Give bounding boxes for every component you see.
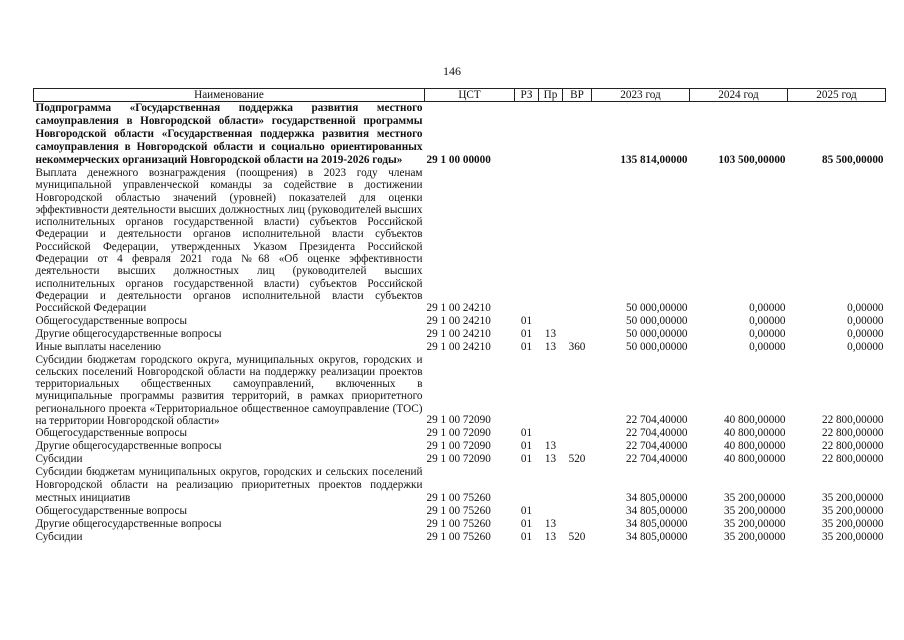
amount-2024-cell: 40 800,00000 xyxy=(723,440,786,453)
pr-cell xyxy=(539,354,563,428)
rz-cell: 01 xyxy=(520,518,533,531)
page-number: 146 xyxy=(443,64,461,78)
table-row xyxy=(34,328,886,341)
cst-cell: 29 1 00 75260 xyxy=(426,531,491,544)
cst-cell: 29 1 00 00000 xyxy=(426,154,491,166)
table-body xyxy=(34,102,886,545)
vr-cell: 520 xyxy=(568,531,586,544)
column-header-pr: Пр xyxy=(539,89,563,102)
table-row xyxy=(34,453,886,466)
vr-cell xyxy=(563,102,592,168)
rz-cell xyxy=(515,102,539,168)
row-name: Субсидии xyxy=(35,531,83,544)
cst-cell: 29 1 00 72090 xyxy=(426,414,491,427)
name-cell xyxy=(34,518,425,531)
amount-2025-cell: 35 200,00000 xyxy=(821,505,884,518)
amount-2024-cell: 40 800,00000 xyxy=(723,427,786,440)
amount-2024-cell: 40 800,00000 xyxy=(723,414,786,427)
pr-cell xyxy=(539,466,563,505)
name-cell xyxy=(34,328,425,341)
table-row xyxy=(34,167,886,315)
row-name: Общегосударственные вопросы xyxy=(35,314,188,327)
cst-cell: 29 1 00 72090 xyxy=(426,427,491,440)
rz-cell: 01 xyxy=(520,327,533,340)
name-cell xyxy=(34,453,425,466)
column-header-vr: ВР xyxy=(563,89,592,102)
pr-cell xyxy=(539,167,563,315)
name-cell xyxy=(34,427,425,440)
vr-cell xyxy=(563,505,592,518)
vr-cell: 520 xyxy=(568,453,586,466)
amount-2024-cell: 0,00000 xyxy=(749,314,786,327)
column-header-2025: 2025 год xyxy=(788,89,886,102)
pr-cell: 13 xyxy=(544,518,557,531)
pr-cell: 13 xyxy=(544,440,557,453)
amount-2025-cell: 22 800,00000 xyxy=(821,440,884,453)
table-header-row xyxy=(34,89,886,102)
amount-2025-cell: 22 800,00000 xyxy=(821,453,884,466)
row-name: Субсидии бюджетам муниципальных округов, городских и сельских поселений Новгородской области на реализацию приоритетных проектов поддержки местных инициатив xyxy=(35,466,423,505)
pr-cell: 13 xyxy=(544,531,557,544)
amount-2023-cell: 50 000,00000 xyxy=(625,327,688,340)
table-row xyxy=(34,505,886,518)
table-row xyxy=(34,518,886,531)
vr-cell xyxy=(563,518,592,531)
table-row xyxy=(34,102,886,168)
vr-cell xyxy=(563,440,592,453)
amount-2023-cell: 34 805,00000 xyxy=(625,492,688,505)
column-header-cst: ЦСТ xyxy=(425,89,515,102)
vr-cell xyxy=(563,427,592,440)
column-header-name: Наименование xyxy=(34,89,425,102)
vr-cell xyxy=(563,315,592,328)
table-row xyxy=(34,427,886,440)
row-name: Выплата денежного вознаграждения (поощрения) в 2023 году членам муниципальной управленческой команды за содействие в достижении Новгородской областью значений (уровней) показателей для оценки эффективности деятельности высших должностных лиц (руководителей высших исполнительных органов государственной власти) субъектов Российской Федерации и деятельности органов исполнительной власти субъектов Российской Федерации, утвержденных Указом Президента Российской Федерации от 4 февраля 2021 года №68 «Об оценке эффективности деятельности высших должностных лиц (руководителей высших исполнительных органов государственной власти) субъектов Российской Федерации и деятельности органов исполнительной власти субъектов Российской Федерации xyxy=(35,167,423,315)
column-header-2023: 2023 год xyxy=(592,89,690,102)
pr-cell: 13 xyxy=(544,453,557,466)
amount-2023-cell: 22 704,40000 xyxy=(625,414,688,427)
amount-2024-cell: 40 800,00000 xyxy=(723,453,786,466)
amount-2024-cell: 0,00000 xyxy=(749,340,786,353)
row-name: Общегосударственные вопросы xyxy=(35,427,188,440)
row-name: Иные выплаты населению xyxy=(35,340,161,353)
row-name: Общегосударственные вопросы xyxy=(35,505,188,518)
amount-2023-cell: 34 805,00000 xyxy=(625,518,688,531)
cst-cell: 29 1 00 75260 xyxy=(426,518,491,531)
cst-cell: 29 1 00 24210 xyxy=(426,340,491,353)
amount-2024-cell: 0,00000 xyxy=(749,327,786,340)
amount-2023-cell: 34 805,00000 xyxy=(625,505,688,518)
name-cell xyxy=(34,354,425,428)
rz-cell: 01 xyxy=(520,505,533,518)
amount-2023-cell: 22 704,40000 xyxy=(625,427,688,440)
amount-2025-cell: 35 200,00000 xyxy=(821,531,884,544)
name-cell xyxy=(34,531,425,544)
cst-cell: 29 1 00 75260 xyxy=(426,505,491,518)
vr-cell xyxy=(563,328,592,341)
table-row xyxy=(34,466,886,505)
cst-cell: 29 1 00 72090 xyxy=(426,440,491,453)
name-cell xyxy=(34,466,425,505)
amount-2025-cell: 85 500,00000 xyxy=(821,154,884,166)
cst-cell: 29 1 00 24210 xyxy=(426,314,491,327)
table-row xyxy=(34,531,886,544)
rz-cell xyxy=(515,167,539,315)
table-row xyxy=(34,341,886,354)
pr-cell: 13 xyxy=(544,327,557,340)
rz-cell: 01 xyxy=(520,427,533,440)
amount-2025-cell: 35 200,00000 xyxy=(821,492,884,505)
amount-2024-cell: 35 200,00000 xyxy=(723,518,786,531)
vr-cell xyxy=(563,354,592,428)
cst-cell: 29 1 00 24210 xyxy=(426,327,491,340)
amount-2023-cell: 50 000,00000 xyxy=(625,340,688,353)
name-cell xyxy=(34,315,425,328)
amount-2025-cell: 0,00000 xyxy=(847,327,884,340)
table-row xyxy=(34,440,886,453)
amount-2024-cell: 35 200,00000 xyxy=(723,492,786,505)
row-name: Другие общегосударственные вопросы xyxy=(35,327,222,340)
name-cell xyxy=(34,167,425,315)
amount-2023-cell: 50 000,00000 xyxy=(625,301,688,314)
row-name: Другие общегосударственные вопросы xyxy=(35,440,222,453)
name-cell xyxy=(34,102,425,168)
name-cell xyxy=(34,341,425,354)
name-cell xyxy=(34,505,425,518)
cst-cell: 29 1 00 72090 xyxy=(426,453,491,466)
rz-cell: 01 xyxy=(520,531,533,544)
amount-2025-cell: 0,00000 xyxy=(847,314,884,327)
rz-cell: 01 xyxy=(520,314,533,327)
name-cell xyxy=(34,440,425,453)
pr-cell: 13 xyxy=(544,340,557,353)
row-name: Подпрограмма «Государственная поддержка развития местного самоуправления в Новгородской области» государственной программы Новгородской области «Государственная поддержка развития местного самоуправления в Новгородской области и социально ориентированных некоммерческих организаций Новгородской области на 2019-2026 годы» xyxy=(35,102,423,166)
amount-2025-cell: 0,00000 xyxy=(847,340,884,353)
rz-cell xyxy=(515,466,539,505)
cst-cell: 29 1 00 24210 xyxy=(426,301,491,314)
amount-2024-cell: 35 200,00000 xyxy=(723,505,786,518)
rz-cell xyxy=(515,354,539,428)
vr-cell xyxy=(563,466,592,505)
pr-cell xyxy=(539,505,563,518)
pr-cell xyxy=(539,427,563,440)
column-header-2024: 2024 год xyxy=(690,89,788,102)
amount-2024-cell: 35 200,00000 xyxy=(723,531,786,544)
table-row xyxy=(34,354,886,428)
amount-2023-cell: 22 704,40000 xyxy=(625,440,688,453)
column-header-rz: РЗ xyxy=(515,89,539,102)
amount-2024-cell: 103 500,00000 xyxy=(718,154,786,166)
amount-2025-cell: 35 200,00000 xyxy=(821,518,884,531)
cst-cell: 29 1 00 75260 xyxy=(426,492,491,505)
amount-2025-cell: 0,00000 xyxy=(847,301,884,314)
amount-2023-cell: 22 704,40000 xyxy=(625,453,688,466)
amount-2023-cell: 50 000,00000 xyxy=(625,314,688,327)
pr-cell xyxy=(539,102,563,168)
vr-cell xyxy=(563,167,592,315)
amount-2023-cell: 34 805,00000 xyxy=(625,531,688,544)
amount-2025-cell: 22 800,00000 xyxy=(821,414,884,427)
amount-2024-cell: 0,00000 xyxy=(749,301,786,314)
vr-cell: 360 xyxy=(568,340,586,353)
amount-2025-cell: 22 800,00000 xyxy=(821,427,884,440)
rz-cell: 01 xyxy=(520,453,533,466)
row-name: Субсидии xyxy=(35,453,83,466)
rz-cell: 01 xyxy=(520,440,533,453)
pr-cell xyxy=(539,315,563,328)
row-name: Другие общегосударственные вопросы xyxy=(35,518,222,531)
table-row xyxy=(34,315,886,328)
rz-cell: 01 xyxy=(520,340,533,353)
amount-2023-cell: 135 814,00000 xyxy=(620,154,688,166)
row-name: Субсидии бюджетам городского округа, муниципальных округов, городских и сельских поселений Новгородской области на поддержку реализации проектов территориальных общественных самоуправлений, включенных в муниципальные программы развития территорий, в рамках приоритетного регионального проекта «Территориальное общественное самоуправление (ТОС) на территории Новгородской области» xyxy=(35,353,423,428)
budget-table xyxy=(33,88,886,544)
